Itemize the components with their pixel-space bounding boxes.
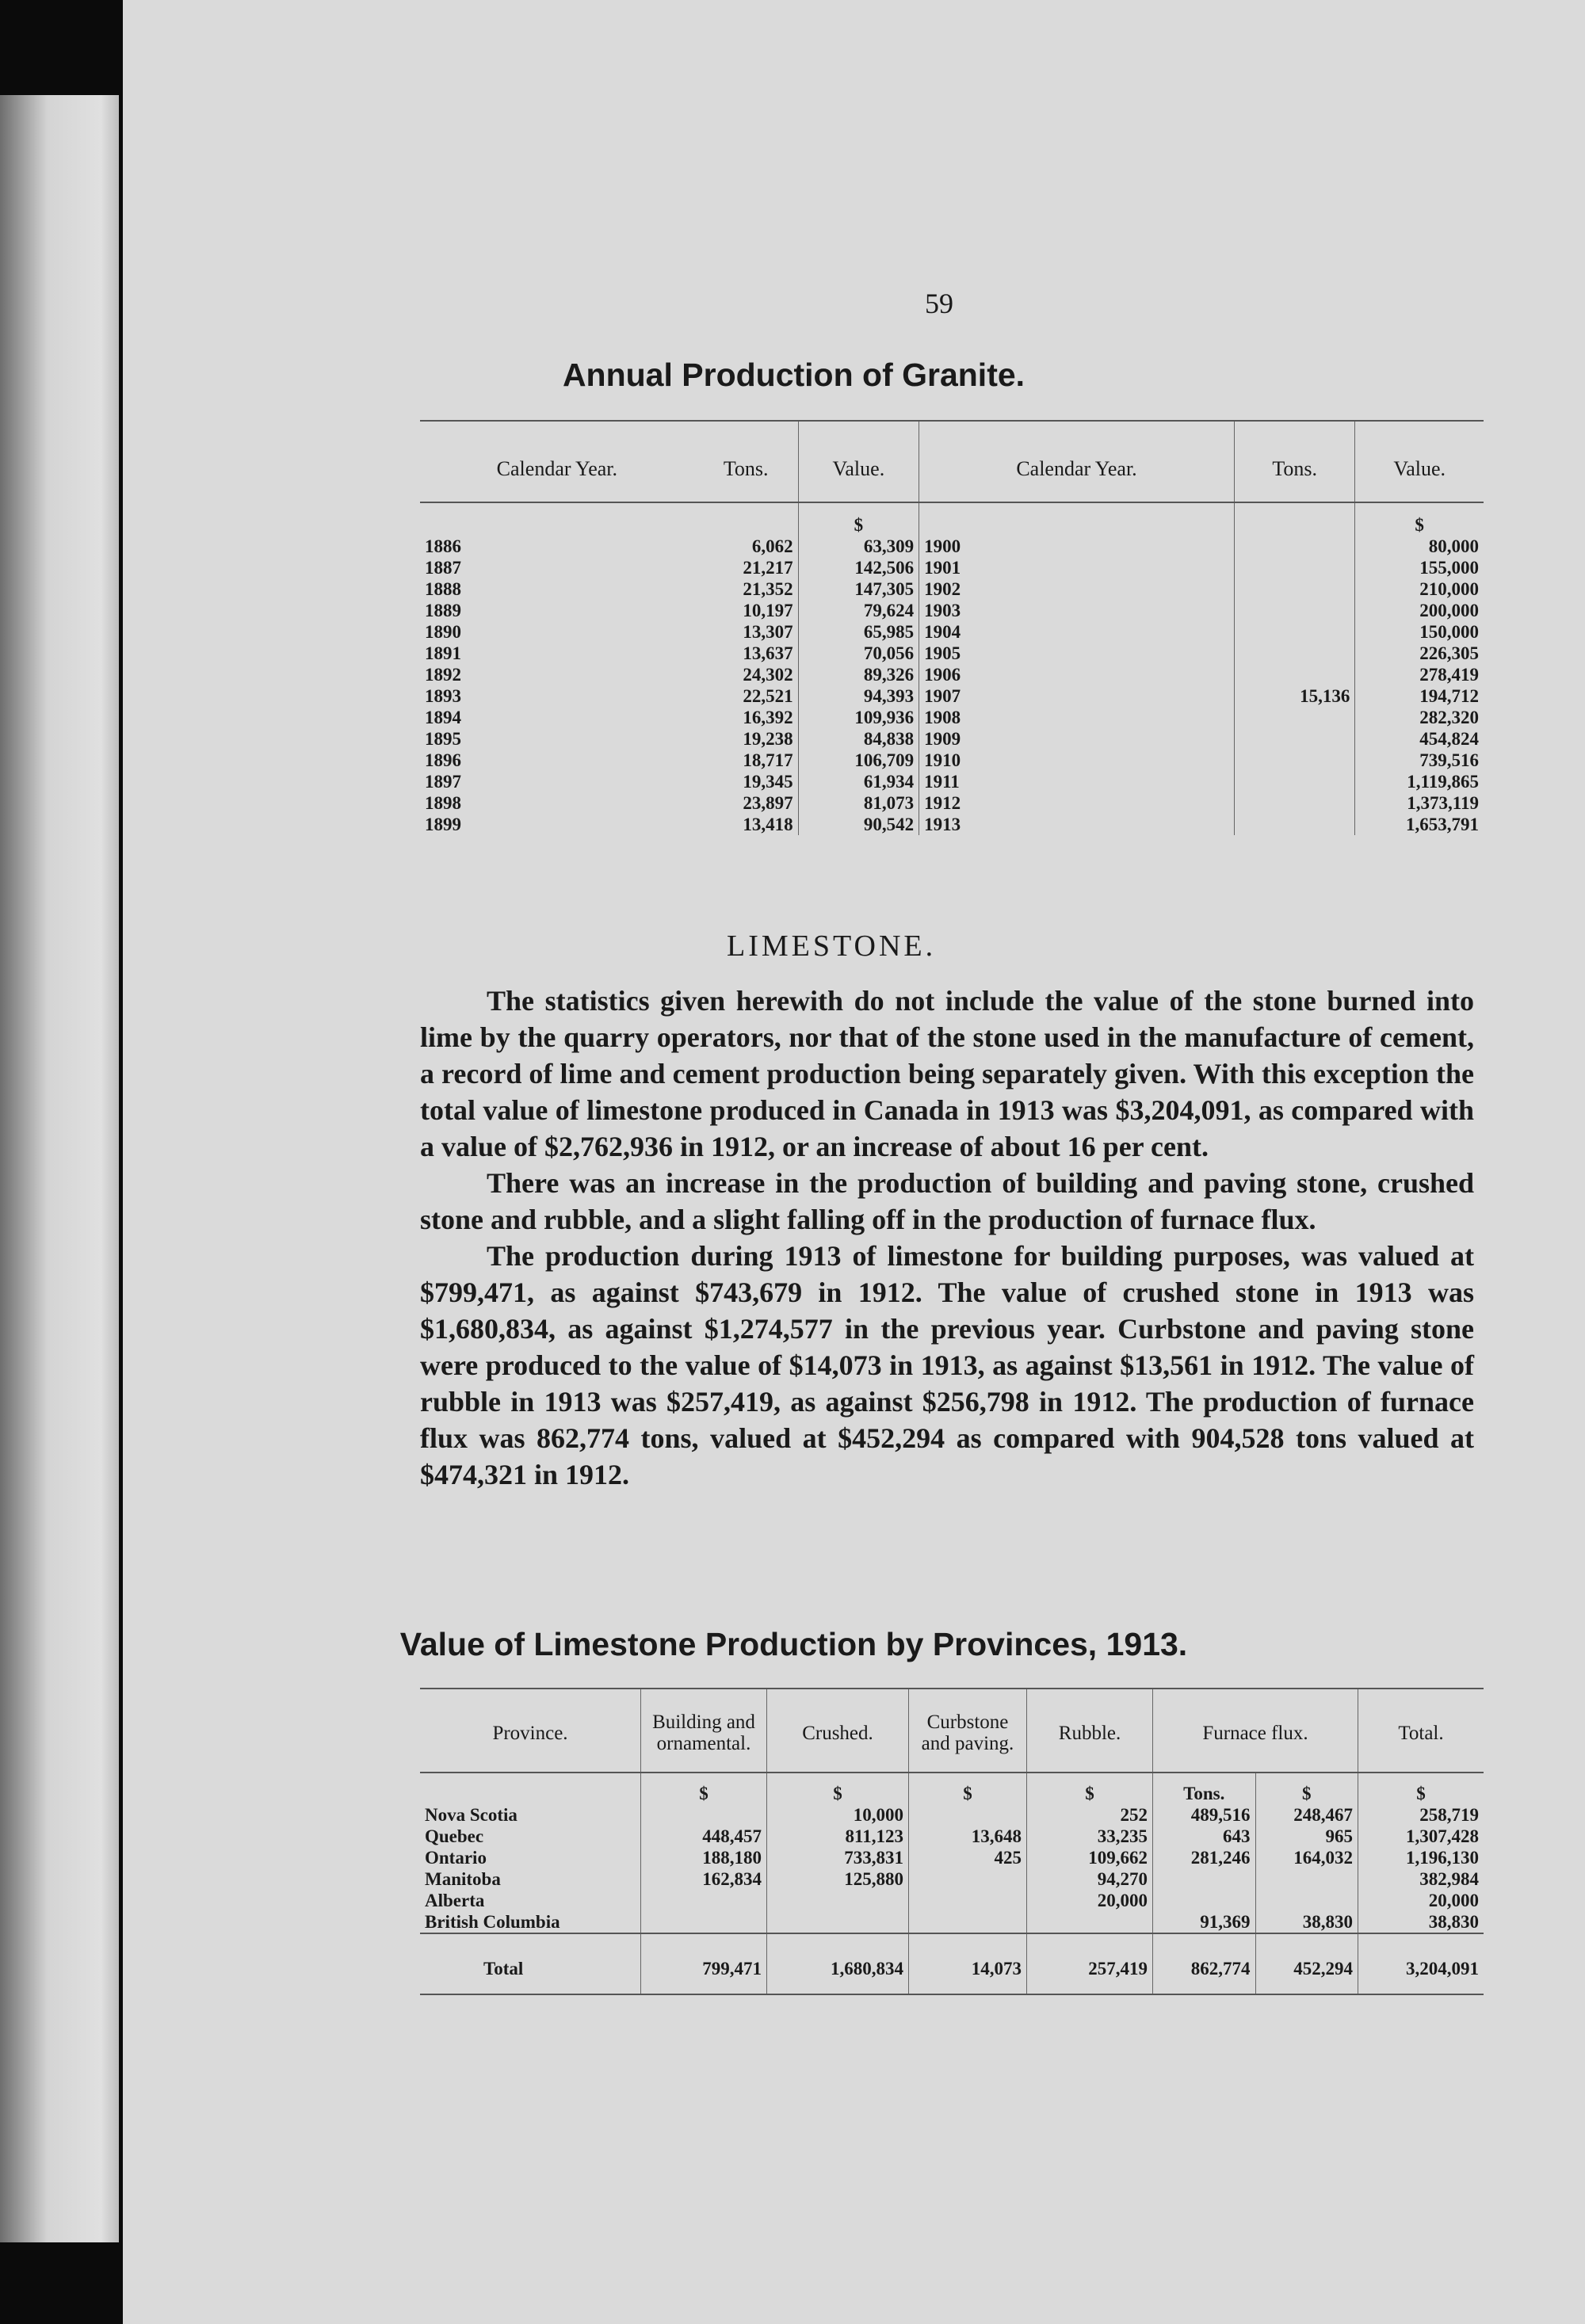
building-cell [641,1911,767,1933]
total-cell: 1,196,130 [1358,1847,1484,1868]
crushed-cell [767,1911,909,1933]
year-cell: 1894 [425,708,461,727]
crushed-cell: 811,123 [767,1826,909,1847]
table-row [420,728,1484,750]
value-cell: 84,838 [798,728,919,750]
year-cell: 1899 [425,815,461,834]
flux-value-cell: 248,467 [1255,1804,1358,1826]
tons-cell: 13,307 [743,622,793,642]
value-cell: 150,000 [1355,621,1484,643]
building-cell [641,1890,767,1911]
rubble-cell: 94,270 [1027,1868,1153,1890]
table-row [420,771,1484,792]
limestone-text [420,983,1474,1493]
paragraph: The production during 1913 of limestone for building purposes, was valued at $799,471, as against $743,679 in 1912. The value of crushed stone in 1913 was $1,680,834, as against $1,274,577 in the previous year. Curbstone and paving stone were produced to the value of $14,073 in 1913, as against $13,561 in 1912. The value of rubble in 1913 was $257,419, as against $256,798 in 1912. The production of furnace flux was 862,774 tons, valued at $452,294 as compared with 904,528 tons valued at $474,321 in 1912. [420,1240,1474,1490]
tons-cell [1234,578,1354,600]
crushed-total: 1,680,834 [767,1933,909,1994]
flux-value-cell [1255,1890,1358,1911]
value-cell: 90,542 [798,814,919,835]
unit-dollar: $ [767,1773,909,1804]
tons-cell: 19,345 [743,772,793,792]
flux-tons-cell [1153,1890,1256,1911]
rubble-total: 257,419 [1027,1933,1153,1994]
flux-tons-cell: 489,516 [1153,1804,1256,1826]
col-header-year-1: Calendar Year. [420,421,694,502]
value-cell: 200,000 [1355,600,1484,621]
table-row [420,557,1484,578]
paragraph: The statistics given herewith do not include the value of the stone burned into lime by the quarry operators, nor that of the stone used in the manufacture of cement, a record of lime and cement production being separately given. With this exception the total value of limestone produced in Canada in 1913 was $3,204,091, as compared with a value of $2,762,936 in 1912, or an increase of about 16 per cent. [420,985,1474,1162]
granite-production-table [420,420,1484,835]
year-cell: 1898 [425,793,461,813]
value-cell: 210,000 [1355,578,1484,600]
table-row [420,536,1484,557]
flux-tons-cell: 643 [1153,1826,1256,1847]
year-cell: 1901 [919,557,1235,578]
table-row [420,814,1484,835]
total-row [420,1933,1484,1994]
value-cell: 155,000 [1355,557,1484,578]
table-row [420,578,1484,600]
curbstone-total: 14,073 [909,1933,1027,1994]
table-row [420,1868,1484,1890]
col-header-year-2: Calendar Year. [919,421,1235,502]
tons-cell: 21,352 [743,579,793,599]
value-cell: 89,326 [798,664,919,685]
table-row [420,1890,1484,1911]
col-header-value-2: Value. [1355,421,1484,502]
province-table-body [420,1773,1484,1994]
total-label: Total [420,1933,641,1994]
value-cell: 226,305 [1355,643,1484,664]
year-cell: 1892 [425,665,461,685]
tons-cell: 24,302 [743,665,793,685]
tons-cell [1234,600,1354,621]
unit-dollar: $ [909,1773,1027,1804]
year-cell: 1909 [919,728,1235,750]
value-cell: 109,936 [798,707,919,728]
table-row [420,750,1484,771]
table-row [420,1804,1484,1826]
adjacent-page-edge [0,95,119,2242]
year-cell: 1897 [425,772,461,792]
table-row [420,600,1484,621]
year-cell: 1888 [425,579,461,599]
value-cell: 194,712 [1355,685,1484,707]
tons-cell [1234,814,1354,835]
total-cell: 382,984 [1358,1868,1484,1890]
col-header-curbstone: Curbstone and paving. [909,1689,1027,1773]
tons-cell: 19,238 [743,729,793,749]
grand-total: 3,204,091 [1358,1933,1484,1994]
unit-dollar: $ [1255,1773,1358,1804]
province-cell: Alberta [425,1891,485,1910]
table-row [420,1826,1484,1847]
unit-dollar: $ [1358,1773,1484,1804]
flux-value-cell: 164,032 [1255,1847,1358,1868]
total-cell: 20,000 [1358,1890,1484,1911]
unit-dollar: $ [641,1773,767,1804]
table-row [420,1847,1484,1868]
tons-cell: 13,418 [743,815,793,834]
col-header-tons-1: Tons. [694,421,798,502]
value-cell: 80,000 [1355,536,1484,557]
col-header-crushed: Crushed. [767,1689,909,1773]
rubble-cell: 20,000 [1027,1890,1153,1911]
currency-row [420,502,1484,536]
year-cell: 1886 [425,536,461,556]
tons-cell [1234,621,1354,643]
flux-tons-cell: 281,246 [1153,1847,1256,1868]
year-cell: 1908 [919,707,1235,728]
tons-cell: 15,136 [1234,685,1354,707]
year-cell: 1913 [919,814,1235,835]
flux-value-total: 452,294 [1255,1933,1358,1994]
year-cell: 1895 [425,729,461,749]
curbstone-cell [909,1911,1027,1933]
value-cell: 65,985 [798,621,919,643]
unit-tons: Tons. [1153,1773,1256,1804]
crushed-cell: 733,831 [767,1847,909,1868]
col-header-value-1: Value. [798,421,919,502]
tons-cell [1234,664,1354,685]
curbstone-cell [909,1868,1027,1890]
table-row [420,792,1484,814]
tons-cell: 6,062 [751,536,793,556]
province-cell: Nova Scotia [425,1805,518,1825]
flux-value-cell: 38,830 [1255,1911,1358,1933]
year-cell: 1904 [919,621,1235,643]
flux-tons-cell: 91,369 [1153,1911,1256,1933]
granite-table-body [420,502,1484,835]
currency-symbol: $ [1355,502,1484,536]
year-cell: 1902 [919,578,1235,600]
flux-value-cell [1255,1868,1358,1890]
curbstone-cell [909,1890,1027,1911]
rubble-cell: 109,662 [1027,1847,1153,1868]
value-cell: 147,305 [798,578,919,600]
province-cell: British Columbia [425,1912,560,1932]
table-row [420,664,1484,685]
table-row [420,643,1484,664]
value-cell: 1,653,791 [1355,814,1484,835]
curbstone-cell: 425 [909,1847,1027,1868]
value-cell: 142,506 [798,557,919,578]
curbstone-cell [909,1804,1027,1826]
table-row [420,707,1484,728]
table-row [420,685,1484,707]
year-cell: 1893 [425,686,461,706]
year-cell: 1911 [919,771,1235,792]
province-cell: Ontario [425,1848,487,1868]
province-cell: Manitoba [425,1869,501,1889]
tons-cell: 18,717 [743,750,793,770]
value-cell: 79,624 [798,600,919,621]
year-cell: 1905 [919,643,1235,664]
value-cell: 1,119,865 [1355,771,1484,792]
currency-symbol: $ [798,502,919,536]
crushed-cell [767,1890,909,1911]
table-row [420,1911,1484,1933]
tons-cell: 22,521 [743,686,793,706]
rubble-cell: 33,235 [1027,1826,1153,1847]
total-cell: 258,719 [1358,1804,1484,1826]
province-cell: Quebec [425,1826,484,1846]
value-cell: 282,320 [1355,707,1484,728]
building-cell: 162,834 [641,1868,767,1890]
tons-cell: 16,392 [743,708,793,727]
rubble-cell: 252 [1027,1804,1153,1826]
col-header-province: Province. [420,1689,641,1773]
year-cell: 1903 [919,600,1235,621]
value-cell: 454,824 [1355,728,1484,750]
province-table-title: Value of Limestone Production by Provinces, 1913. [399,1626,1188,1662]
limestone-province-table [420,1688,1484,1995]
year-cell: 1912 [919,792,1235,814]
building-cell: 188,180 [641,1847,767,1868]
year-cell: 1900 [919,536,1235,557]
tons-cell [1234,750,1354,771]
col-header-building: Building and ornamental. [641,1689,767,1773]
rubble-cell [1027,1911,1153,1933]
col-header-tons-2: Tons. [1234,421,1354,502]
year-cell: 1907 [919,685,1235,707]
crushed-cell: 10,000 [767,1804,909,1826]
building-cell: 448,457 [641,1826,767,1847]
value-cell: 70,056 [798,643,919,664]
limestone-heading: LIMESTONE. [727,929,937,963]
total-cell: 38,830 [1358,1911,1484,1933]
tons-cell [1234,707,1354,728]
table-row [420,621,1484,643]
year-cell: 1887 [425,558,461,578]
unit-dollar: $ [1027,1773,1153,1804]
tons-cell [1234,536,1354,557]
building-cell [641,1804,767,1826]
tons-cell: 21,217 [743,558,793,578]
flux-tons-total: 862,774 [1153,1933,1256,1994]
scanned-page [123,0,1585,2324]
units-row [420,1773,1484,1804]
flux-tons-cell [1153,1868,1256,1890]
granite-table-title: Annual Production of Granite. [562,357,1025,393]
col-header-total: Total. [1358,1689,1484,1773]
value-cell: 278,419 [1355,664,1484,685]
year-cell: 1896 [425,750,461,770]
crushed-cell: 125,880 [767,1868,909,1890]
col-header-rubble: Rubble. [1027,1689,1153,1773]
value-cell: 106,709 [798,750,919,771]
tons-cell: 10,197 [743,601,793,620]
tons-cell [1234,792,1354,814]
value-cell: 81,073 [798,792,919,814]
flux-value-cell: 965 [1255,1826,1358,1847]
year-cell: 1891 [425,643,461,663]
value-cell: 1,373,119 [1355,792,1484,814]
total-cell: 1,307,428 [1358,1826,1484,1847]
year-cell: 1889 [425,601,461,620]
value-cell: 739,516 [1355,750,1484,771]
curbstone-cell: 13,648 [909,1826,1027,1847]
page-number: 59 [925,288,953,319]
building-total: 799,471 [641,1933,767,1994]
tons-cell [1234,557,1354,578]
tons-cell: 23,897 [743,793,793,813]
tons-cell [1234,728,1354,750]
value-cell: 94,393 [798,685,919,707]
year-cell: 1906 [919,664,1235,685]
col-header-flux: Furnace flux. [1153,1689,1358,1773]
tons-cell: 13,637 [743,643,793,663]
paragraph: There was an increase in the production of building and paving stone, crushed stone and rubble, and a slight falling off in the production of furnace flux. [420,1167,1474,1235]
year-cell: 1910 [919,750,1235,771]
value-cell: 61,934 [798,771,919,792]
year-cell: 1890 [425,622,461,642]
tons-cell [1234,643,1354,664]
tons-cell [1234,771,1354,792]
value-cell: 63,309 [798,536,919,557]
